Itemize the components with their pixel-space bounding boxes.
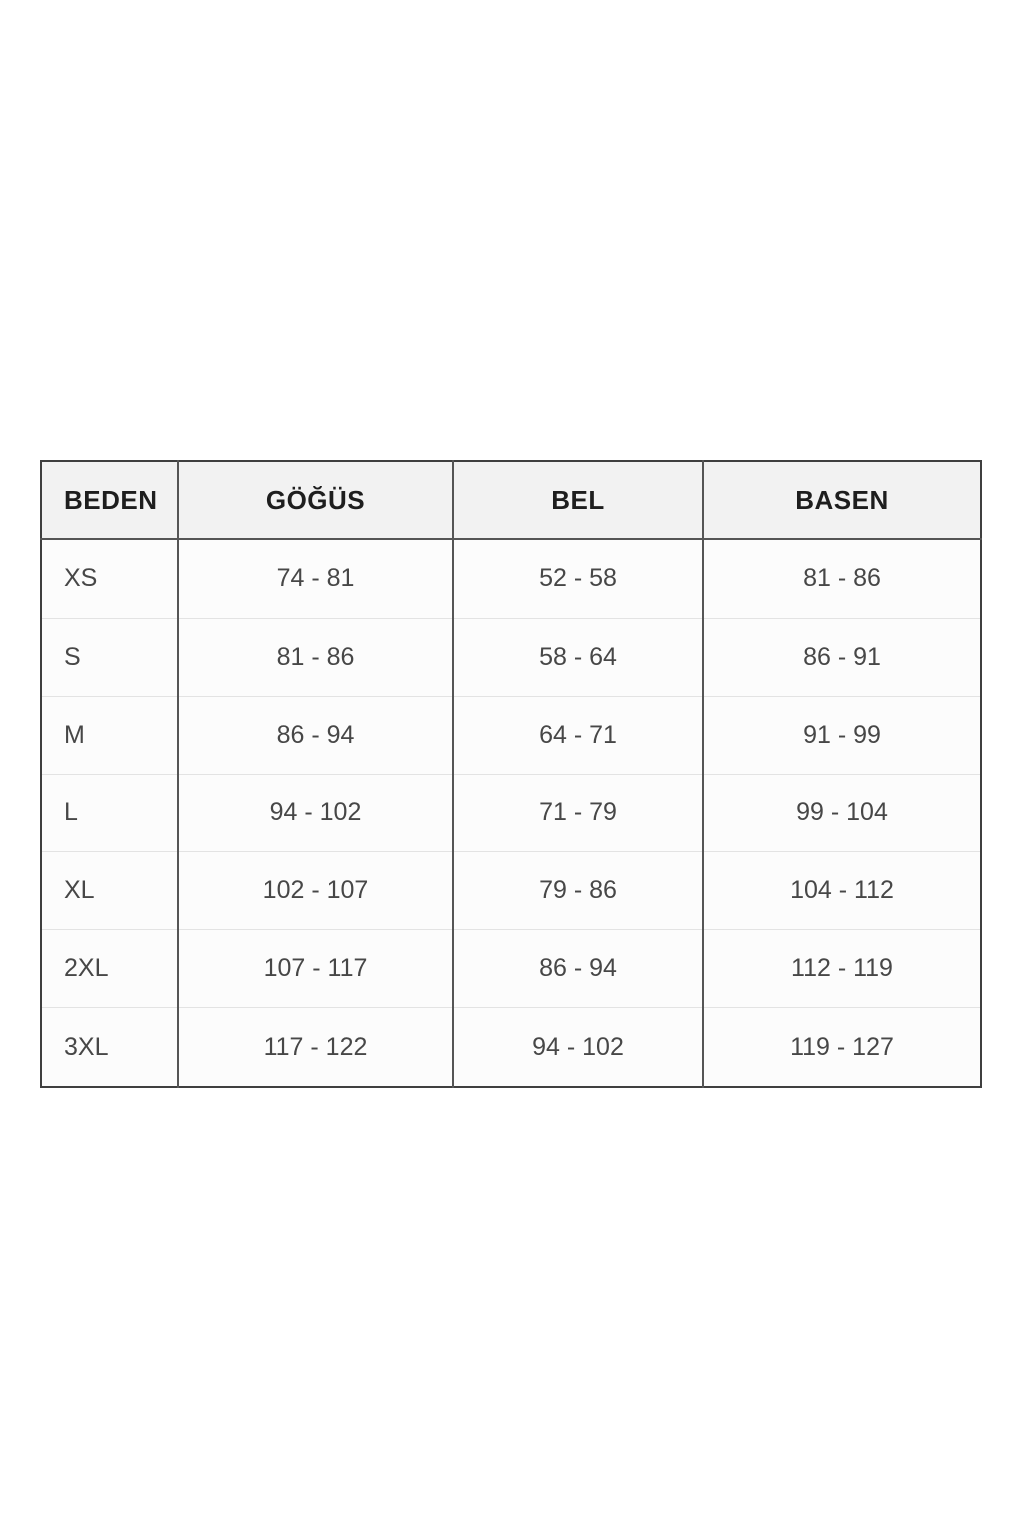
gogus-value: 94 - 102	[178, 774, 453, 852]
table-row	[41, 696, 981, 774]
table-row	[41, 774, 981, 852]
size-label: XS	[64, 564, 98, 593]
column-header-basen: BASEN	[703, 461, 981, 539]
table-row	[41, 930, 981, 1008]
size-label: L	[41, 774, 178, 852]
basen-value: 86 - 91	[703, 618, 981, 696]
bel-value: 79 - 86	[453, 852, 703, 930]
table-row	[41, 618, 981, 696]
basen-value: 99 - 104	[703, 774, 981, 852]
size-label: 3XL	[41, 1008, 178, 1087]
size-label: S	[41, 618, 178, 696]
column-header-gogus: GÖĞÜS	[178, 461, 453, 539]
gogus-value: 117 - 122	[178, 1008, 453, 1087]
bel-value: 64 - 71	[453, 696, 703, 774]
table-row	[41, 539, 981, 618]
bel-value: 86 - 94	[453, 930, 703, 1008]
basen-value: 119 - 127	[703, 1008, 981, 1087]
basen-value: 81 - 86	[703, 539, 981, 618]
basen-value: 112 - 119	[703, 930, 981, 1008]
bel-value: 52 - 58	[453, 539, 703, 618]
bel-value: 71 - 79	[453, 774, 703, 852]
column-header-bel: BEL	[453, 461, 703, 539]
gogus-value: 81 - 86	[178, 618, 453, 696]
gogus-value: 86 - 94	[178, 696, 453, 774]
size-label: XL	[41, 852, 178, 930]
bel-value: 58 - 64	[453, 618, 703, 696]
column-header-beden: BEDEN	[41, 461, 178, 539]
size-label: M	[41, 696, 178, 774]
size-chart-table	[40, 460, 982, 1088]
gogus-value: 107 - 117	[178, 930, 453, 1008]
basen-value: 91 - 99	[703, 696, 981, 774]
table-row	[41, 852, 981, 930]
size-label: 2XL	[41, 930, 178, 1008]
table-header-row	[41, 461, 981, 539]
gogus-value: 102 - 107	[178, 852, 453, 930]
bel-value: 94 - 102	[453, 1008, 703, 1087]
table-row	[41, 1008, 981, 1087]
basen-value: 104 - 112	[703, 852, 981, 930]
gogus-value: 74 - 81	[178, 539, 453, 618]
